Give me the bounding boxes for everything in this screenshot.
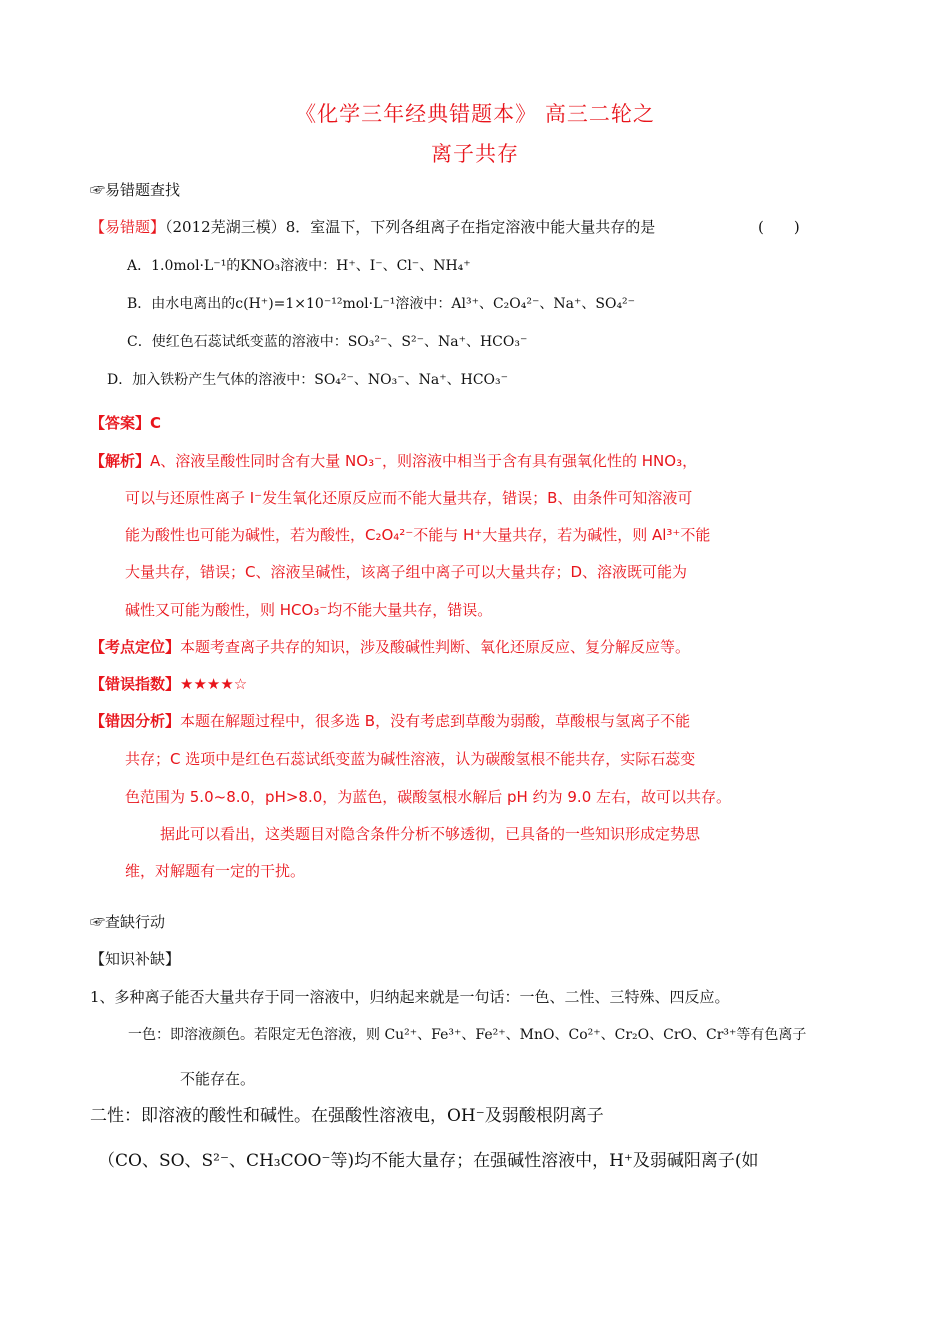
cuoyin-line-3: 色范围为 5.0~8.0，pH>8.0，为蓝色，碳酸氢根水解后 pH 约为 9.0 左右，故可以共存。 [125, 788, 732, 806]
option-a: A．1.0mol·L⁻¹的KNO₃溶液中：H⁺、I⁻、Cl⁻、NH₄⁺ [127, 258, 471, 274]
knowledge-point-1: 1、多种离子能否大量共存于同一溶液中，归纳起来就是一句话：一色、二性、三特殊、四反应。 [90, 988, 730, 1006]
analysis-tag: 【解析】 [90, 452, 151, 470]
error-index-tag: 【错误指数】 [90, 675, 181, 693]
cuoyin-tag: 【错因分析】 [90, 712, 181, 730]
cuoyin-line-1: 本题在解题过程中，很多选 B，没有考虑到草酸为弱酸，草酸根与氢离子不能 [180, 712, 691, 730]
analysis-line-2: 可以与还原性离子 I⁻发生氧化还原反应而不能大量共存，错误；B、由条件可知溶液可 [125, 489, 693, 507]
cuoyin-line-4: 据此可以看出，这类题目对隐含条件分析不够透彻，已具备的一些知识形成定势思 [160, 825, 701, 843]
answer-tag: 【答案】 [90, 414, 151, 432]
section-heading-fill-gaps: ☞查缺行动 [90, 913, 166, 931]
analysis-line-5: 碱性又可能为酸性，则 HCO₃⁻均不能大量共存，错误。 [125, 601, 493, 619]
analysis-line-4: 大量共存，错误；C、溶液呈碱性，该离子组中离子可以大量共存；D、溶液既可能为 [125, 563, 688, 581]
cuoyin-row-1 [90, 711, 690, 731]
analysis-line-1: A、溶液呈酸性同时含有大量 NO₃⁻，则溶液中相当于含有具有强氧化性的 HNO₃， [150, 452, 698, 470]
document-title-line1: 《化学三年经典错题本》 高三二轮之 [295, 102, 655, 126]
answer-row [90, 413, 161, 433]
option-d: D．加入铁粉产生气体的溶液中：SO₄²⁻、NO₃⁻、Na⁺、HCO₃⁻ [107, 372, 509, 388]
error-index-row [90, 674, 247, 694]
error-index-stars: ★★★★☆ [180, 675, 248, 693]
yise-line-2: 不能存在。 [180, 1070, 256, 1088]
erxing-line-2: （CO、SO、S²⁻、CH₃COO⁻等)均不能大量存；在强碱性溶液中，H⁺及弱碱阳离子(如 [98, 1151, 759, 1171]
erxing-line-1: 二性：即溶液的酸性和碱性。在强酸性溶液电，OH⁻及弱酸根阴离子 [90, 1106, 604, 1126]
answer-value: C [150, 414, 162, 432]
analysis-line-3: 能为酸性也可能为碱性，若为酸性，C₂O₄²⁻不能与 H⁺大量共存，若为碱性，则 Al³⁺不能 [125, 526, 711, 544]
cuoyin-line-5: 维，对解题有一定的干扰。 [125, 862, 306, 880]
answer-bracket: ( ) [758, 218, 800, 236]
kaodian-tag: 【考点定位】 [90, 638, 181, 656]
question-stem-row [90, 217, 655, 237]
option-c: C．使红色石蕊试纸变蓝的溶液中：SO₃²⁻、S²⁻、Na⁺、HCO₃⁻ [127, 334, 528, 350]
section-heading-find-errors: ☞易错题查找 [90, 181, 181, 199]
yise-line-1: 一色：即溶液颜色。若限定无色溶液，则 Cu²⁺、Fe³⁺、Fe²⁺、MnO、Co²⁺、Cr₂O、CrO、Cr³⁺等有色离子 [128, 1027, 807, 1043]
cuoyin-line-2: 共存；C 选项中是红色石蕊试纸变蓝为碱性溶液，认为碳酸氢根不能共存，实际石蕊变 [125, 750, 696, 768]
document-title-line2: 离子共存 [431, 142, 519, 166]
option-b: B．由水电离出的c(H⁺)=1×10⁻¹²mol·L⁻¹溶液中：Al³⁺、C₂O₄²⁻、Na⁺、SO₄²⁻ [127, 296, 636, 312]
kaodian-text: 本题考查离子共存的知识，涉及酸碱性判断、氧化还原反应、复分解反应等。 [180, 638, 691, 656]
knowledge-tag: 【知识补缺】 [90, 950, 181, 968]
question-tag: 【易错题】 [90, 218, 166, 236]
analysis-row-1 [90, 451, 697, 471]
kaodian-row [90, 637, 690, 657]
question-stem: （2012芜湖三模）8．室温下，下列各组离子在指定溶液中能大量共存的是 [165, 218, 656, 236]
